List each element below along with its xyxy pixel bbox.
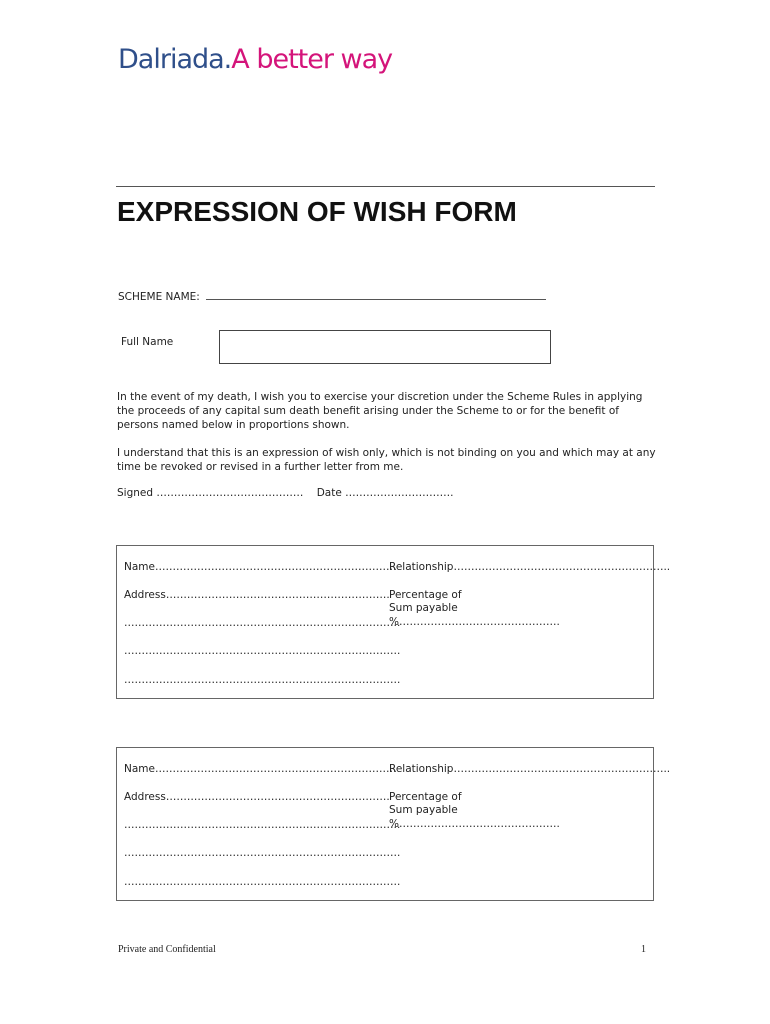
scheme-name-row bbox=[118, 289, 546, 304]
beneficiary-name-field[interactable]: Name…………………………………………………………… bbox=[124, 763, 397, 775]
percentage-field[interactable]: %………………………………………. bbox=[389, 818, 560, 830]
logo-tagline: A better way bbox=[231, 44, 393, 75]
percentage-label-line2: Sum payable bbox=[389, 602, 458, 614]
discretion-paragraph: In the event of my death, I wish you to exercise your discretion under the Scheme Rules in applying the proceeds of any capital sum death benefit arising under the Scheme to or for the benefit of persons named below in proportions shown. bbox=[117, 391, 643, 431]
beneficiary-address-field[interactable]: Address………………………………………………………. bbox=[124, 589, 390, 601]
scheme-name-field[interactable] bbox=[206, 289, 546, 300]
footer-confidential: Private and Confidential bbox=[118, 944, 216, 955]
percentage-label-line2: Sum payable bbox=[389, 804, 458, 816]
beneficiary-box-2 bbox=[116, 747, 671, 901]
beneficiary-name-field[interactable]: Name…………………………………………………………… bbox=[124, 561, 397, 573]
address-line-2[interactable]: ……………………………………………………………………. bbox=[124, 617, 401, 629]
signature-row bbox=[117, 486, 454, 500]
address-line-2[interactable]: ……………………………………………………………………. bbox=[124, 819, 401, 831]
percentage-label-line1: Percentage of bbox=[389, 791, 462, 803]
date-field[interactable]: Date …………………………. bbox=[316, 487, 454, 499]
percentage-label-line1: Percentage of bbox=[389, 589, 462, 601]
beneficiary-box-1 bbox=[116, 545, 671, 699]
percentage-field[interactable]: %………………………………………. bbox=[389, 616, 560, 628]
signed-field[interactable]: Signed …………………………………… bbox=[117, 487, 304, 499]
full-name-field[interactable] bbox=[219, 330, 551, 364]
header-divider bbox=[116, 186, 655, 187]
full-name-label: Full Name bbox=[121, 336, 174, 348]
beneficiary-address-field[interactable]: Address………………………………………………………. bbox=[124, 791, 390, 803]
logo-brand: Dalriada. bbox=[118, 44, 232, 75]
page-number: 1 bbox=[641, 944, 646, 955]
dalriada-logo bbox=[118, 44, 392, 75]
address-line-3[interactable]: ……………………………………………………………………. bbox=[124, 847, 401, 859]
expression-paragraph: I understand that this is an expression of wish only, which is not binding on you and which may at any time be revoked or revised in a further letter from me. bbox=[117, 447, 656, 473]
beneficiary-relationship-field[interactable]: Relationship…………………………………………………….. bbox=[389, 763, 671, 775]
address-line-4[interactable]: ……………………………………………………………………. bbox=[124, 674, 401, 686]
beneficiary-relationship-field[interactable]: Relationship…………………………………………………….. bbox=[389, 561, 671, 573]
scheme-name-label: SCHEME NAME: bbox=[118, 291, 200, 303]
address-line-4[interactable]: ……………………………………………………………………. bbox=[124, 876, 401, 888]
address-line-3[interactable]: ……………………………………………………………………. bbox=[124, 645, 401, 657]
form-title: EXPRESSION OF WISH FORM bbox=[117, 196, 517, 227]
